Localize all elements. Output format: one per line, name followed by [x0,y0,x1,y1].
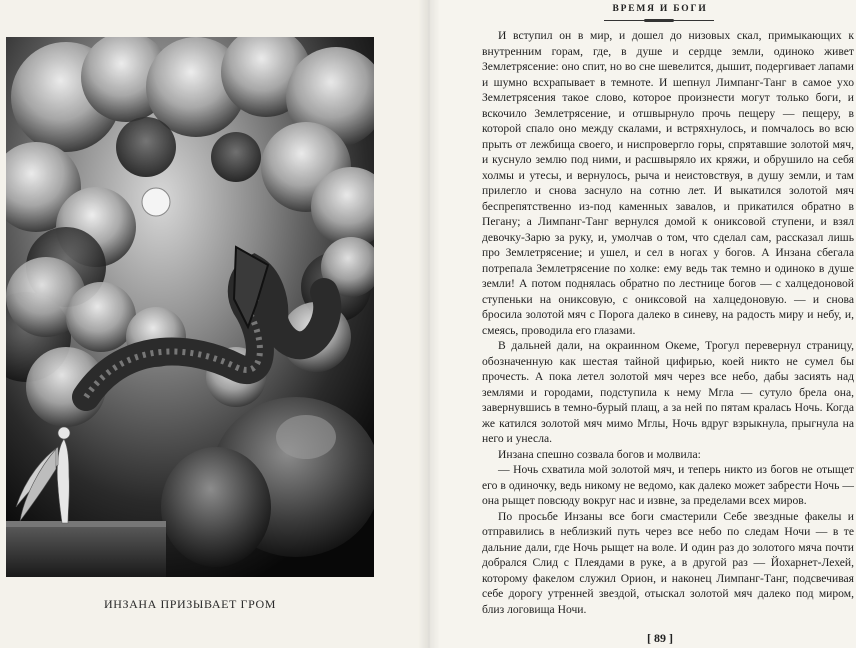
stone-ledge [6,525,166,577]
illustration-drawing [6,37,374,577]
paragraph: Инзана спешно созвала богов и молвила: [498,447,701,461]
header-rule [604,19,714,22]
running-head: ВРЕМЯ И БОГИ [612,4,708,14]
body-text [482,28,854,617]
book-gutter [418,0,440,648]
paragraph: По просьбе Инзаны все боги смастерили Себе звездные факелы и отправились в неблизкий путь через все небо по следам Ночи — в те дальние дали, где Ночь рыщет на воле. И один раз до золотого мяча почти добрался Слид с Плеядами в руке, а в другой раз — Йохарнет-Лехей, которому факелом служил Орион, и наконец Лимпанг-Танг, подсвечивая себе дорогу утренней звездой, отыскал золотой мяч далеко под миром, близ логовища Ночи. [482,509,854,616]
paragraph: В дальней дали, на окраинном Океме, Трогул перевернул страницу, обозначенную как шестая тайной цифирью, коей никто не сумел бы прочесть. А пока летел золотой мяч через все небо, дабы засиять над землями и городами, подступила к нему Мгла — сутуло брела она, завернувшись в темно-бурый плащ, а за ней по пятам кралась Ночь. Когда же катился золотой мяч мимо Мглы, Ночь вдруг взрыкнула, прыгнула на него и унесла. [482,339,854,445]
illustration-caption: ИНЗАНА ПРИЗЫВАЕТ ГРОМ [103,597,277,611]
paragraph: И вступил он в мир, и дошел до низовых скал, примыкающих к внутренним горам, где, в душе и сердце земли, одиноко живет Землетрясение: оно спит, но во сне шевелится, дышит, подергивает лапами и шумно всхрапывает в темноте. И шепнул Лимпанг-Танг в самое ухо Землетрясения такое слово, которое произнести могут только боги, и вскочило Землетрясение, и отшвырнуло прочь пещеру — пещеру, в которой спало оно между скалами, и встряхнулось, и помчалось во всю прыть от лежбища своего, и ниспровергло горы, спрятавшие золотой мяч, и куснуло землю под ними, и расшвыряло их кряжи, и обрушило на себя холмы и утесы, и вернулось, рыча и неистовствуя, в душу земли, и там прилегло и снова заснуло на сотню лет. И выкатился золотой мяч беспрепятственно из-под каменных завалов, и прикатился обратно в Пегану; а Лимпанг-Танг вернулся домой к ониксовой ступени, и взял девочку-Зарю за руку, и, умолчав о том, что сделал сам, рассказал лишь про Землетрясение; и ушел, и сел в ногах у богов. А Инзана сбегала потрепала Землетрясение по холке: ему ведь так темно и одиноко в душе земли! А потом поднялась обратно по лестнице богов — с халцедоновой ступеньки на ониксовую, с ониксовой на халцедоновую. — и снова бросила золотой мяч с Порога далеко в синеву, на радость миру и небу, и, смеясь, проводила его глазами. [482,29,854,337]
moon [142,188,170,216]
paragraph: — Ночь схватила мой золотой мяч, и теперь никто из богов не отыщет его в одиночку, ведь никому не ведомо, как далеко может забрести Ночь — она рыщет повсюду вокруг нас и извне, за пределами всех миров. [482,463,854,507]
illustration-inzana-summons-thunder [6,37,374,577]
page-number: [ 89 ] [647,631,673,645]
